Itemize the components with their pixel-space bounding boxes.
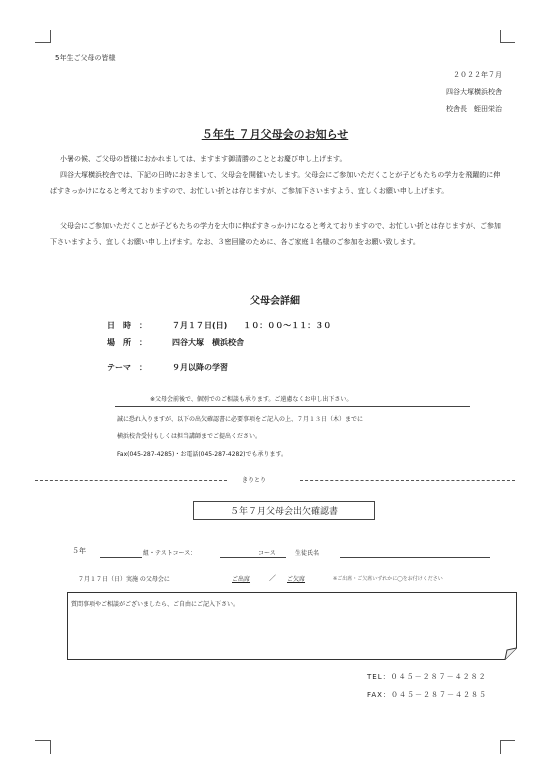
form-title: ５年７月父母会出欠確認書 — [229, 507, 338, 517]
crop-mark-tr-v — [500, 30, 501, 43]
instruction-line-1: 誠に恐れ入りますが、以下の出欠確認書に必要事項をご記入の上、７月１３日（木）までに — [117, 416, 364, 423]
questions-prompt: 質問事項やご相談がございましたら、ご自由にご記入下さい。 — [71, 601, 240, 608]
grade-label: ５年 — [72, 547, 86, 555]
course-label: コース — [258, 550, 276, 557]
crop-mark-tr-h — [500, 42, 515, 43]
place-label: 場 所 ： — [107, 338, 147, 347]
instruction-line-2: 横浜校舎受付もしくは担当講師までご提出ください。 — [117, 433, 262, 440]
datetime-value: ７月１７日(日) １０：００～１１：３０ — [172, 321, 332, 330]
student-name-input-line[interactable] — [340, 557, 490, 558]
questions-box[interactable] — [67, 592, 515, 658]
option-separator: ／ — [269, 574, 276, 582]
body-paragraph-2: 四谷大塚横浜校舎では、下記の日時におきまして、父母会を開催いたします。父母会にご参加いただくことが子どもたちの学力を飛躍的に伸ばすきっかけになると考えておりますので、お忙しい折とは存じますが、ご参加下さいますよう、宜しくお願い申し上げます。 — [50, 171, 501, 195]
principal-name: 校舎長 蛭田栄治 — [446, 105, 502, 113]
crop-mark-br-v — [500, 740, 501, 754]
crop-mark-tl-h — [35, 42, 50, 43]
body-paragraph-1: 小暑の候、ご父母の皆様におかれましては、ますます御清勝のこととお慶び申し上げます。 — [60, 155, 347, 163]
circle-note: ※ご出席・ご欠席いずれかに◯をお付けください — [333, 576, 443, 582]
body-paragraph-3: 父母会にご参加いただくことが子どもたちの学力を大巾に伸ばすきっかけになると考えておりますので、お忙しい折とは存じますが、ご参加下さいますよう、宜しくお願い申し上げます。なお、３密回避のために、各ご家庭１名様のご参加をお願い致します。 — [50, 222, 501, 246]
crop-mark-bl-h — [35, 740, 50, 741]
footer-fax: FAX：０４５－２８７－４２８５ — [367, 691, 487, 699]
issue-date: ２０２２年７月 — [453, 71, 502, 79]
event-text: ７月１７日（日）実施 の父母会に — [78, 576, 170, 583]
consult-underline — [115, 406, 470, 407]
footer-tel: TEL：０４５－２８７－４２８２ — [367, 673, 487, 681]
attend-option[interactable]: ご出席 — [232, 576, 251, 583]
crop-mark-tl-v — [50, 30, 51, 43]
theme-label: テーマ ： — [107, 363, 147, 372]
cut-line-right — [300, 480, 515, 481]
page-title: ５年生 ７月父母会のお知らせ — [201, 128, 349, 141]
details-heading: 父母会詳細 — [250, 296, 300, 307]
recipient-line: 5年生ご父母の皆様 — [55, 54, 116, 62]
course-input-line[interactable] — [220, 557, 286, 558]
consult-note: ※父母会前後で、個別でのご相談も承ります。ご遠慮なくお申し出下さい。 — [150, 396, 353, 403]
theme-value: ９月以降の学習 — [172, 363, 228, 372]
crop-mark-bl-v — [50, 740, 51, 754]
student-name-label: 生徒氏名 — [295, 550, 320, 557]
school-name: 四谷大塚横浜校舎 — [446, 88, 502, 96]
class-course-label: 組・テストコース： — [143, 550, 197, 557]
cut-label: きりとり — [242, 477, 267, 484]
contact-line: Fax(045-287-4285)・お電話(045-287-4282)でも承ります。 — [117, 451, 288, 458]
crop-mark-br-h — [500, 740, 515, 741]
class-input-line[interactable] — [100, 557, 142, 558]
place-value: 四谷大塚 横浜校舎 — [172, 338, 244, 347]
absent-option[interactable]: ご欠席 — [287, 576, 306, 583]
datetime-label: 日 時 ： — [107, 321, 147, 330]
cut-line-left — [35, 480, 227, 481]
